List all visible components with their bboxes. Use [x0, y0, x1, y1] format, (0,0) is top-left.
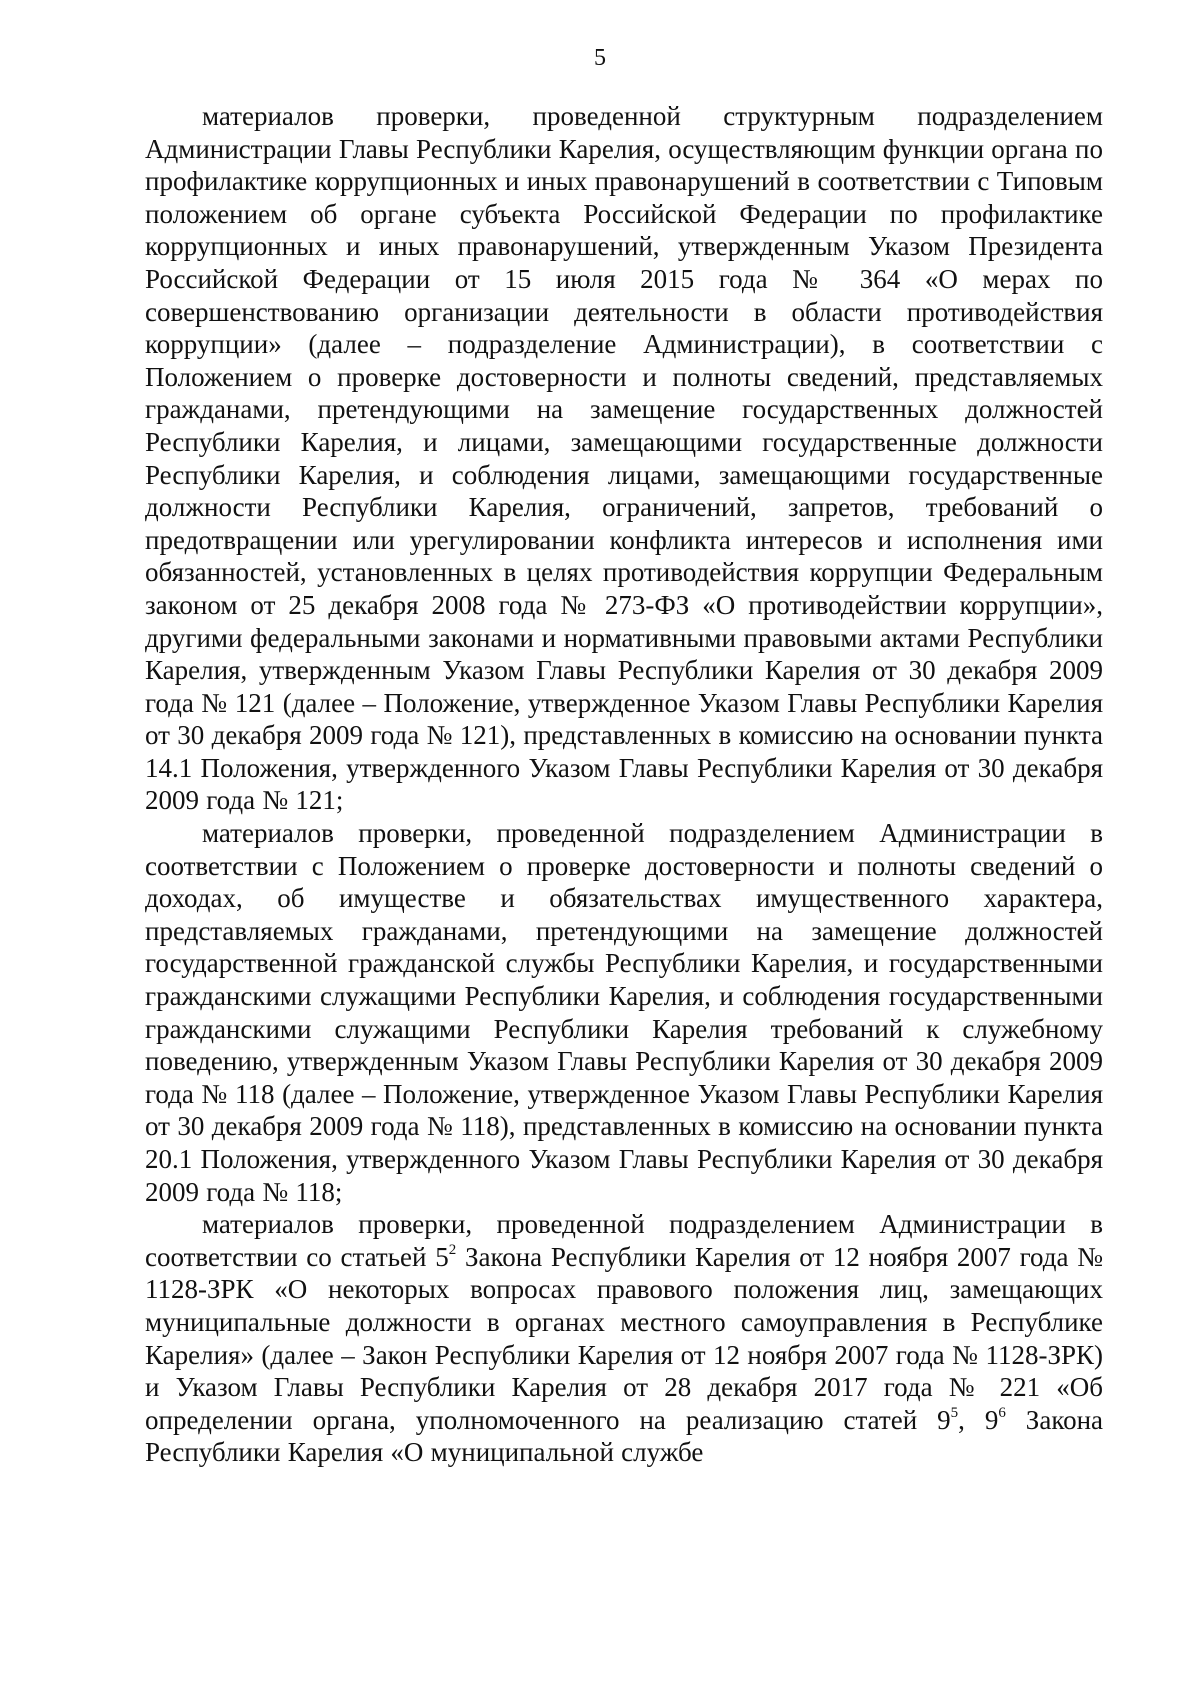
superscript-2: 2 — [448, 1241, 457, 1258]
document-body — [145, 100, 1103, 1469]
paragraph-3-text-b: Закона Республики Карелия от 12 ноября 2007 года № 1128-ЗРК «О некоторых вопросах правового положения лиц, замещающих муниципальные должности в органах местного самоуправления в Республике Карелия» (далее – Закон Республики Карелия от 12 ноября 2007 года № 1128-ЗРК) и Указом Главы Республики Карелия от 28 декабря 2017 года № 221 «Об определении органа, уполномоченного на реализацию статей 9 — [145, 1241, 1103, 1435]
paragraph-3-text-c: , 9 — [958, 1404, 999, 1435]
paragraph-2: материалов проверки, проведенной подразделением Администрации в соответствии с Положением о проверке достоверности и полноты сведений о доходах, об имуществе и обязательствах имущественного характера, представляемых гражданами, претендующими на замещение должностей государственной гражданской службы Республики Карелия, и государственными гражданскими служащими Республики Карелия, и соблюдения государственными гражданскими служащими Республики Карелия требований к служебному поведению, утвержденным Указом Главы Республики Карелия от 30 декабря 2009 года № 118 (далее – Положение, утвержденное Указом Главы Республики Карелия от 30 декабря 2009 года № 118), представленных в комиссию на основании пункта 20.1 Положения, утвержденного Указом Главы Республики Карелия от 30 декабря 2009 года № 118; — [145, 818, 1103, 1207]
superscript-6: 6 — [998, 1404, 1006, 1421]
paragraph-3-text-a: материалов проверки, проведенной подразделением Администрации в соответствии со статьей 5 — [145, 1209, 1103, 1272]
paragraph-3 — [145, 1208, 1103, 1469]
paragraph-1: материалов проверки, проведенной структурным подразделением Администрации Главы Республики Карелия, осуществляющим функции органа по профилактике коррупционных и иных правонарушений в соответствии с Типовым положением об органе субъекта Российской Федерации по профилактике коррупционных и иных правонарушений, утвержденным Указом Президента Российской Федерации от 15 июля 2015 года № 364 «О мерах по совершенствованию организации деятельности в области противодействия коррупции» (далее – подразделение Администрации), в соответствии с Положением о проверке достоверности и полноты сведений, представляемых гражданами, претендующими на замещение государственных должностей Республики Карелия, и лицами, замещающими государственные должности Республики Карелия, и соблюдения лицами, замещающими государственные должности Республики Карелия, ограничений, запретов, требований о предотвращении или урегулировании конфликта интересов и исполнения ими обязанностей, установленных в целях противодействия коррупции Федеральным законом от 25 декабря 2008 года № 273-ФЗ «О противодействии коррупции», другими федеральными законами и нормативными правовыми актами Республики Карелия, утвержденным Указом Главы Республики Карелия от 30 декабря 2009 года № 121 (далее – Положение, утвержденное Указом Главы Республики Карелия от 30 декабря 2009 года № 121), представленных в комиссию на основании пункта 14.1 Положения, утвержденного Указом Главы Республики Карелия от 30 декабря 2009 года № 121; — [145, 101, 1103, 816]
paragraph-3-text-d: Закона Республики Карелия «О муниципальной службе — [145, 1404, 1103, 1468]
page-number: 5 — [594, 45, 606, 71]
superscript-5: 5 — [950, 1404, 959, 1421]
